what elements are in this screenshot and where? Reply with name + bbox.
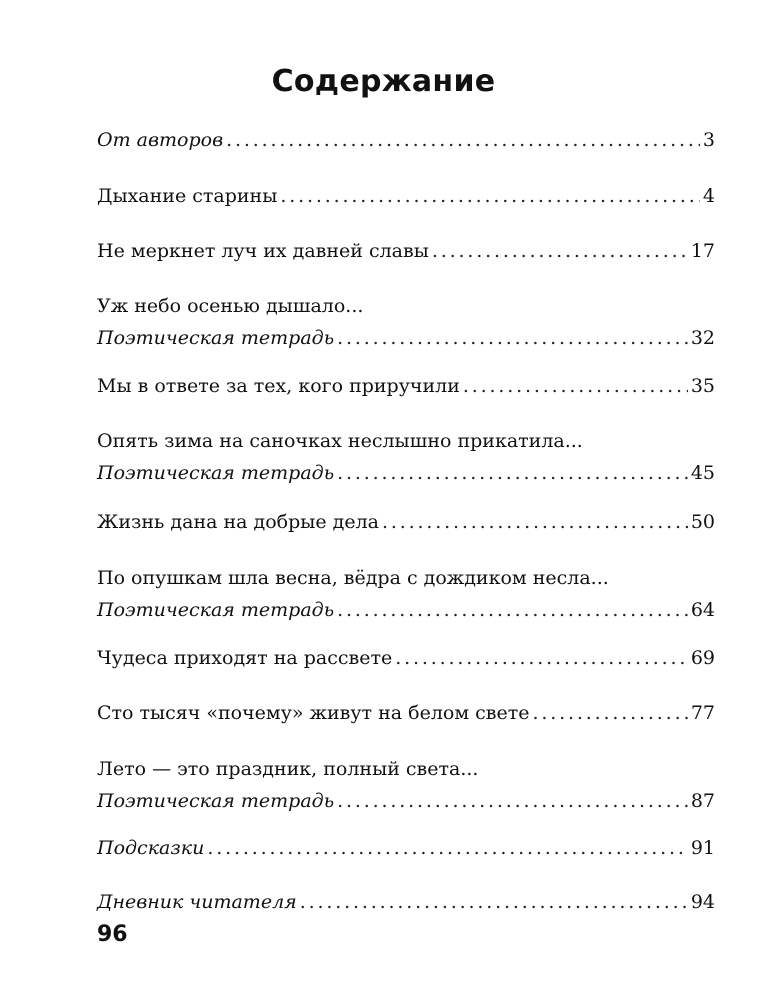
toc-entry-page: 91 (690, 837, 715, 859)
toc-entry (97, 370, 715, 402)
dot-leader (463, 370, 688, 402)
dot-leader (337, 457, 688, 489)
toc-entry-page: 4 (702, 185, 715, 207)
toc-entry-title: Поэтическая тетрадь (97, 599, 335, 621)
toc-entry-page: 50 (690, 511, 715, 533)
toc-entry (97, 290, 715, 354)
toc-entry-title: Сто тысяч «почему» живут на белом свете (97, 702, 530, 724)
dot-leader (300, 886, 688, 918)
toc-entry (97, 425, 715, 489)
toc-entry (97, 180, 715, 212)
toc-entry-title: Поэтическая тетрадь (97, 327, 335, 349)
page-number: 96 (97, 922, 128, 947)
dot-leader (337, 322, 688, 354)
toc-entry-title: Подсказки (97, 837, 205, 859)
toc-entry-title: Поэтическая тетрадь (97, 462, 335, 484)
toc-entry-heading: Лето — это праздник, полный света... (97, 758, 479, 780)
toc-entry (97, 506, 715, 538)
toc-entry-page: 87 (690, 790, 715, 812)
toc-entry-page: 45 (690, 462, 715, 484)
page-title: Содержание (271, 64, 496, 99)
toc-entry-page: 69 (690, 647, 715, 669)
toc-entry-title: Дневник читателя (97, 891, 297, 913)
toc-entry (97, 753, 715, 817)
toc-entry-title: Чудеса приходят на рассвете (97, 647, 393, 669)
toc-entry (97, 886, 715, 918)
dot-leader (337, 785, 688, 817)
toc-entry (97, 562, 715, 626)
dot-leader (207, 832, 688, 864)
toc-entry-heading: По опушкам шла весна, вёдра с дождиком несла... (97, 567, 609, 589)
toc-entry-page: 77 (690, 702, 715, 724)
toc-entry-title: Мы в ответе за тех, кого приручили (97, 375, 460, 397)
toc-entry (97, 642, 715, 674)
toc-entry-title: Не меркнет луч их давней славы (97, 240, 429, 262)
dot-leader (226, 124, 700, 156)
toc-entry-page: 35 (690, 375, 715, 397)
dot-leader (382, 506, 688, 538)
toc-entry-title: Поэтическая тетрадь (97, 790, 335, 812)
toc-entry (97, 832, 715, 864)
toc-entry (97, 697, 715, 729)
toc-entry-page: 94 (690, 891, 715, 913)
toc-entry-page: 3 (702, 129, 715, 151)
toc-entry-title: Дыхание старины (97, 185, 278, 207)
dot-leader (337, 594, 688, 626)
toc-entry-title: От авторов (97, 129, 224, 151)
dot-leader (280, 180, 700, 212)
toc-entry (97, 124, 715, 156)
dot-leader (533, 697, 688, 729)
toc-entry-page: 32 (690, 327, 715, 349)
toc-entry-heading: Опять зима на саночках неслышно прикатила... (97, 430, 583, 452)
dot-leader (432, 235, 688, 267)
toc-entry-heading: Уж небо осенью дышало... (97, 295, 364, 317)
toc-entry-title: Жизнь дана на добрые дела (97, 511, 379, 533)
dot-leader (395, 642, 688, 674)
toc-entry-page: 17 (690, 240, 715, 262)
toc-entry-page: 64 (690, 599, 715, 621)
toc-entry (97, 235, 715, 267)
